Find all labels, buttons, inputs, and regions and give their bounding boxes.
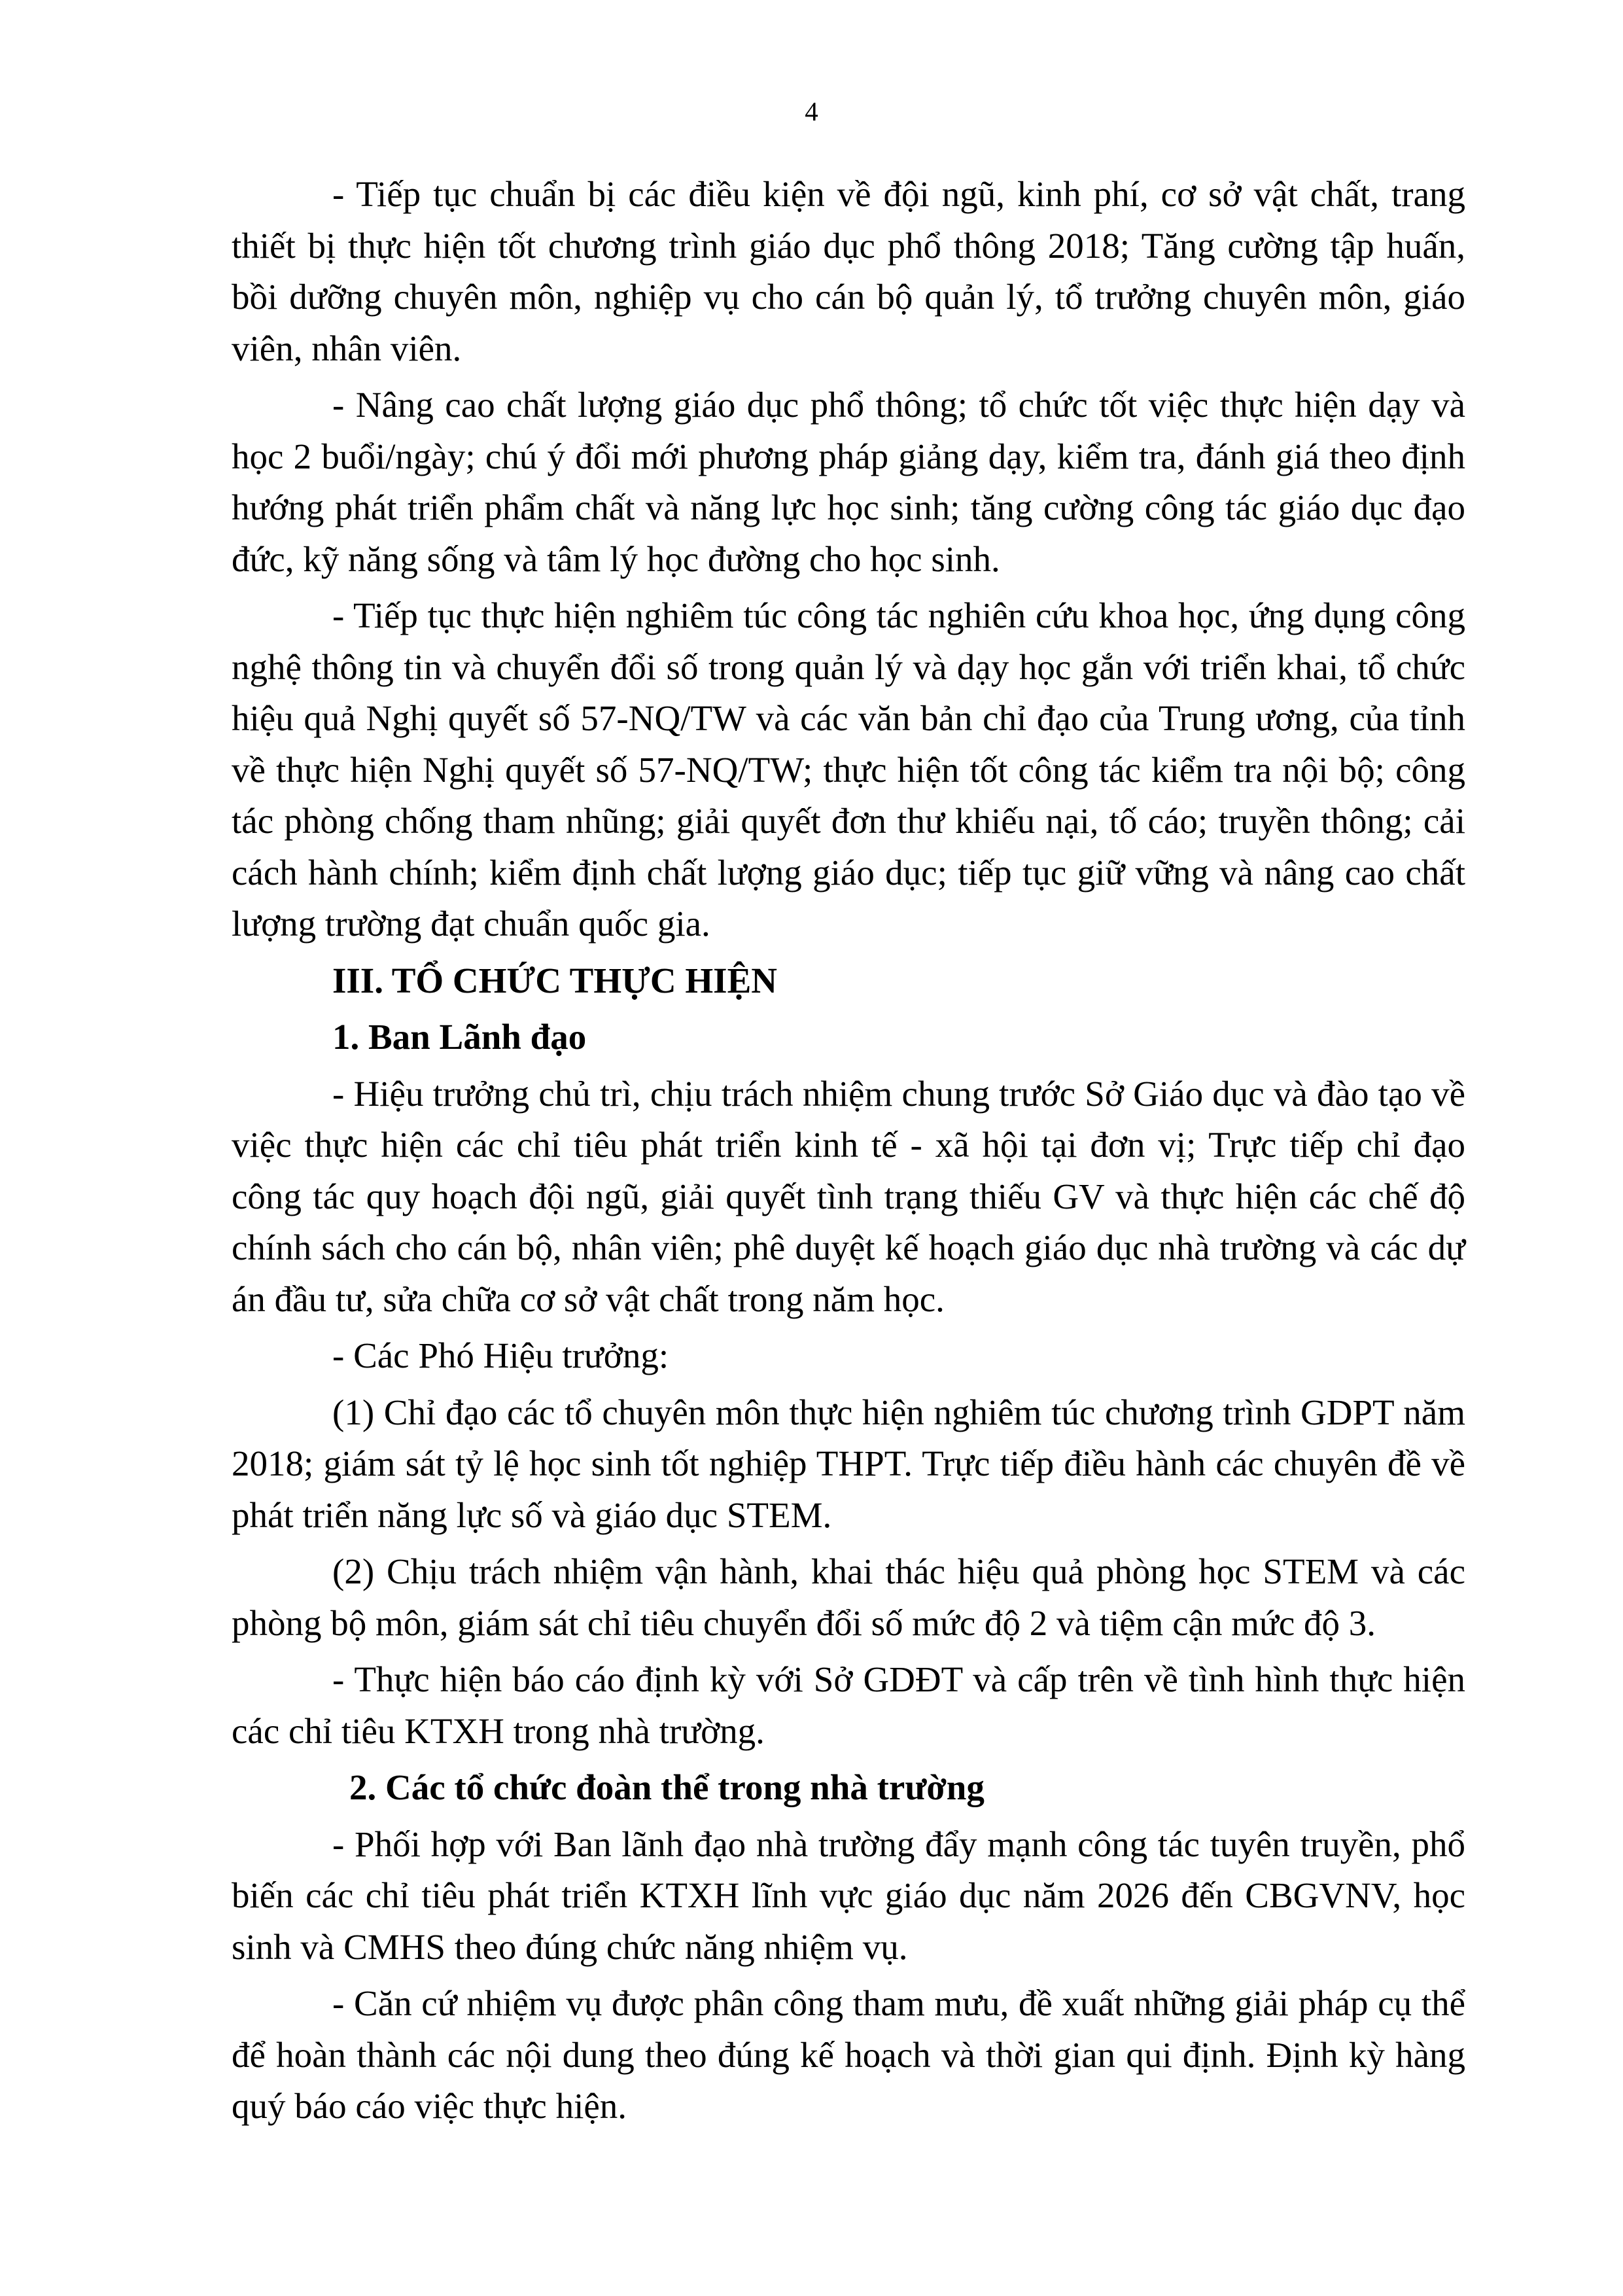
paragraph-coordination: - Phối hợp với Ban lãnh đạo nhà trường đẩy mạnh công tác tuyên truyền, phổ biến các chỉ tiêu phát triển KTXH lĩnh vực giáo dục năm 2026 đến CBGVNV, học sinh và CMHS theo đúng chức năng nhiệm vụ. <box>232 1824 1465 1967</box>
paragraph-vice-principals: - Các Phó Hiệu trưởng: <box>332 1335 669 1375</box>
paragraph-staff-conditions: - Tiếp tục chuẩn bị các điều kiện về đội ngũ, kinh phí, cơ sở vật chất, trang thiết bị thực hiện tốt chương trình giáo dục phổ thông 2018; Tăng cường tập huấn, bồi dưỡng chuyên môn, nghiệp vụ cho cán bộ quản lý, tổ trưởng chuyên môn, giáo viên, nhân viên. <box>232 174 1465 368</box>
paragraph-vice-principal-task-1: (1) Chỉ đạo các tổ chuyên môn thực hiện nghiêm túc chương trình GDPT năm 2018; giám sát tỷ lệ học sinh tốt nghiệp THPT. Trực tiếp điều hành các chuyên đề về phát triển năng lực số và giáo dục STEM. <box>232 1392 1465 1535</box>
paragraph-periodic-report: - Thực hiện báo cáo định kỳ với Sở GDĐT và cấp trên về tình hình thực hiện các chỉ tiêu KTXH trong nhà trường. <box>232 1659 1465 1751</box>
paragraph-education-quality: - Nâng cao chất lượng giáo dục phổ thông; tổ chức tốt việc thực hiện dạy và học 2 buổi/ngày; chú ý đổi mới phương pháp giảng dạy, kiểm tra, đánh giá theo định hướng phát triển phẩm chất và năng lực học sinh; tăng cường công tác giáo dục đạo đức, kỹ năng sống và tâm lý học đường cho học sinh. <box>232 385 1465 579</box>
document-body <box>232 169 1465 2138</box>
paragraph-principal: - Hiệu trưởng chủ trì, chịu trách nhiệm chung trước Sở Giáo dục và đào tạo về việc thực hiện các chỉ tiêu phát triển kinh tế - xã hội tại đơn vị; Trực tiếp chỉ đạo công tác quy hoạch đội ngũ, giải quyết tình trạng thiếu GV và thực hiện các chế độ chính sách cho cán bộ, nhân viên; phê duyệt kế hoạch giáo dục nhà trường và các dự án đầu tư, sửa chữa cơ sở vật chất trong năm học. <box>232 1073 1465 1319</box>
paragraph-research-digital: - Tiếp tục thực hiện nghiêm túc công tác nghiên cứu khoa học, ứng dụng công nghệ thông tin và chuyển đổi số trong quản lý và dạy học gắn với triển khai, tổ chức hiệu quả Nghị quyết số 57-NQ/TW và các văn bản chỉ đạo của Trung ương, của tỉnh về thực hiện Nghị quyết số 57-NQ/TW; thực hiện tốt công tác kiểm tra nội bộ; công tác phòng chống tham nhũng; giải quyết đơn thư khiếu nại, tố cáo; truyền thông; cải cách hành chính; kiểm định chất lượng giáo dục; tiếp tục giữ vững và nâng cao chất lượng trường đạt chuẩn quốc gia. <box>232 595 1465 944</box>
page-number: 4 <box>805 96 818 126</box>
section-heading-implementation: III. TỔ CHỨC THỰC HIỆN <box>332 960 777 1000</box>
subheading-leadership: 1. Ban Lãnh đạo <box>332 1017 587 1057</box>
subheading-organizations: 2. Các tổ chức đoàn thể trong nhà trường <box>349 1767 985 1807</box>
paragraph-advisory: - Căn cứ nhiệm vụ được phân công tham mưu, đề xuất những giải pháp cụ thể để hoàn thành các nội dung theo đúng kế hoạch và thời gian qui định. Định kỳ hàng quý báo cáo việc thực hiện. <box>232 1983 1465 2126</box>
paragraph-vice-principal-task-2: (2) Chịu trách nhiệm vận hành, khai thác hiệu quả phòng học STEM và các phòng bộ môn, giám sát chỉ tiêu chuyển đổi số mức độ 2 và tiệm cận mức độ 3. <box>232 1551 1465 1643</box>
